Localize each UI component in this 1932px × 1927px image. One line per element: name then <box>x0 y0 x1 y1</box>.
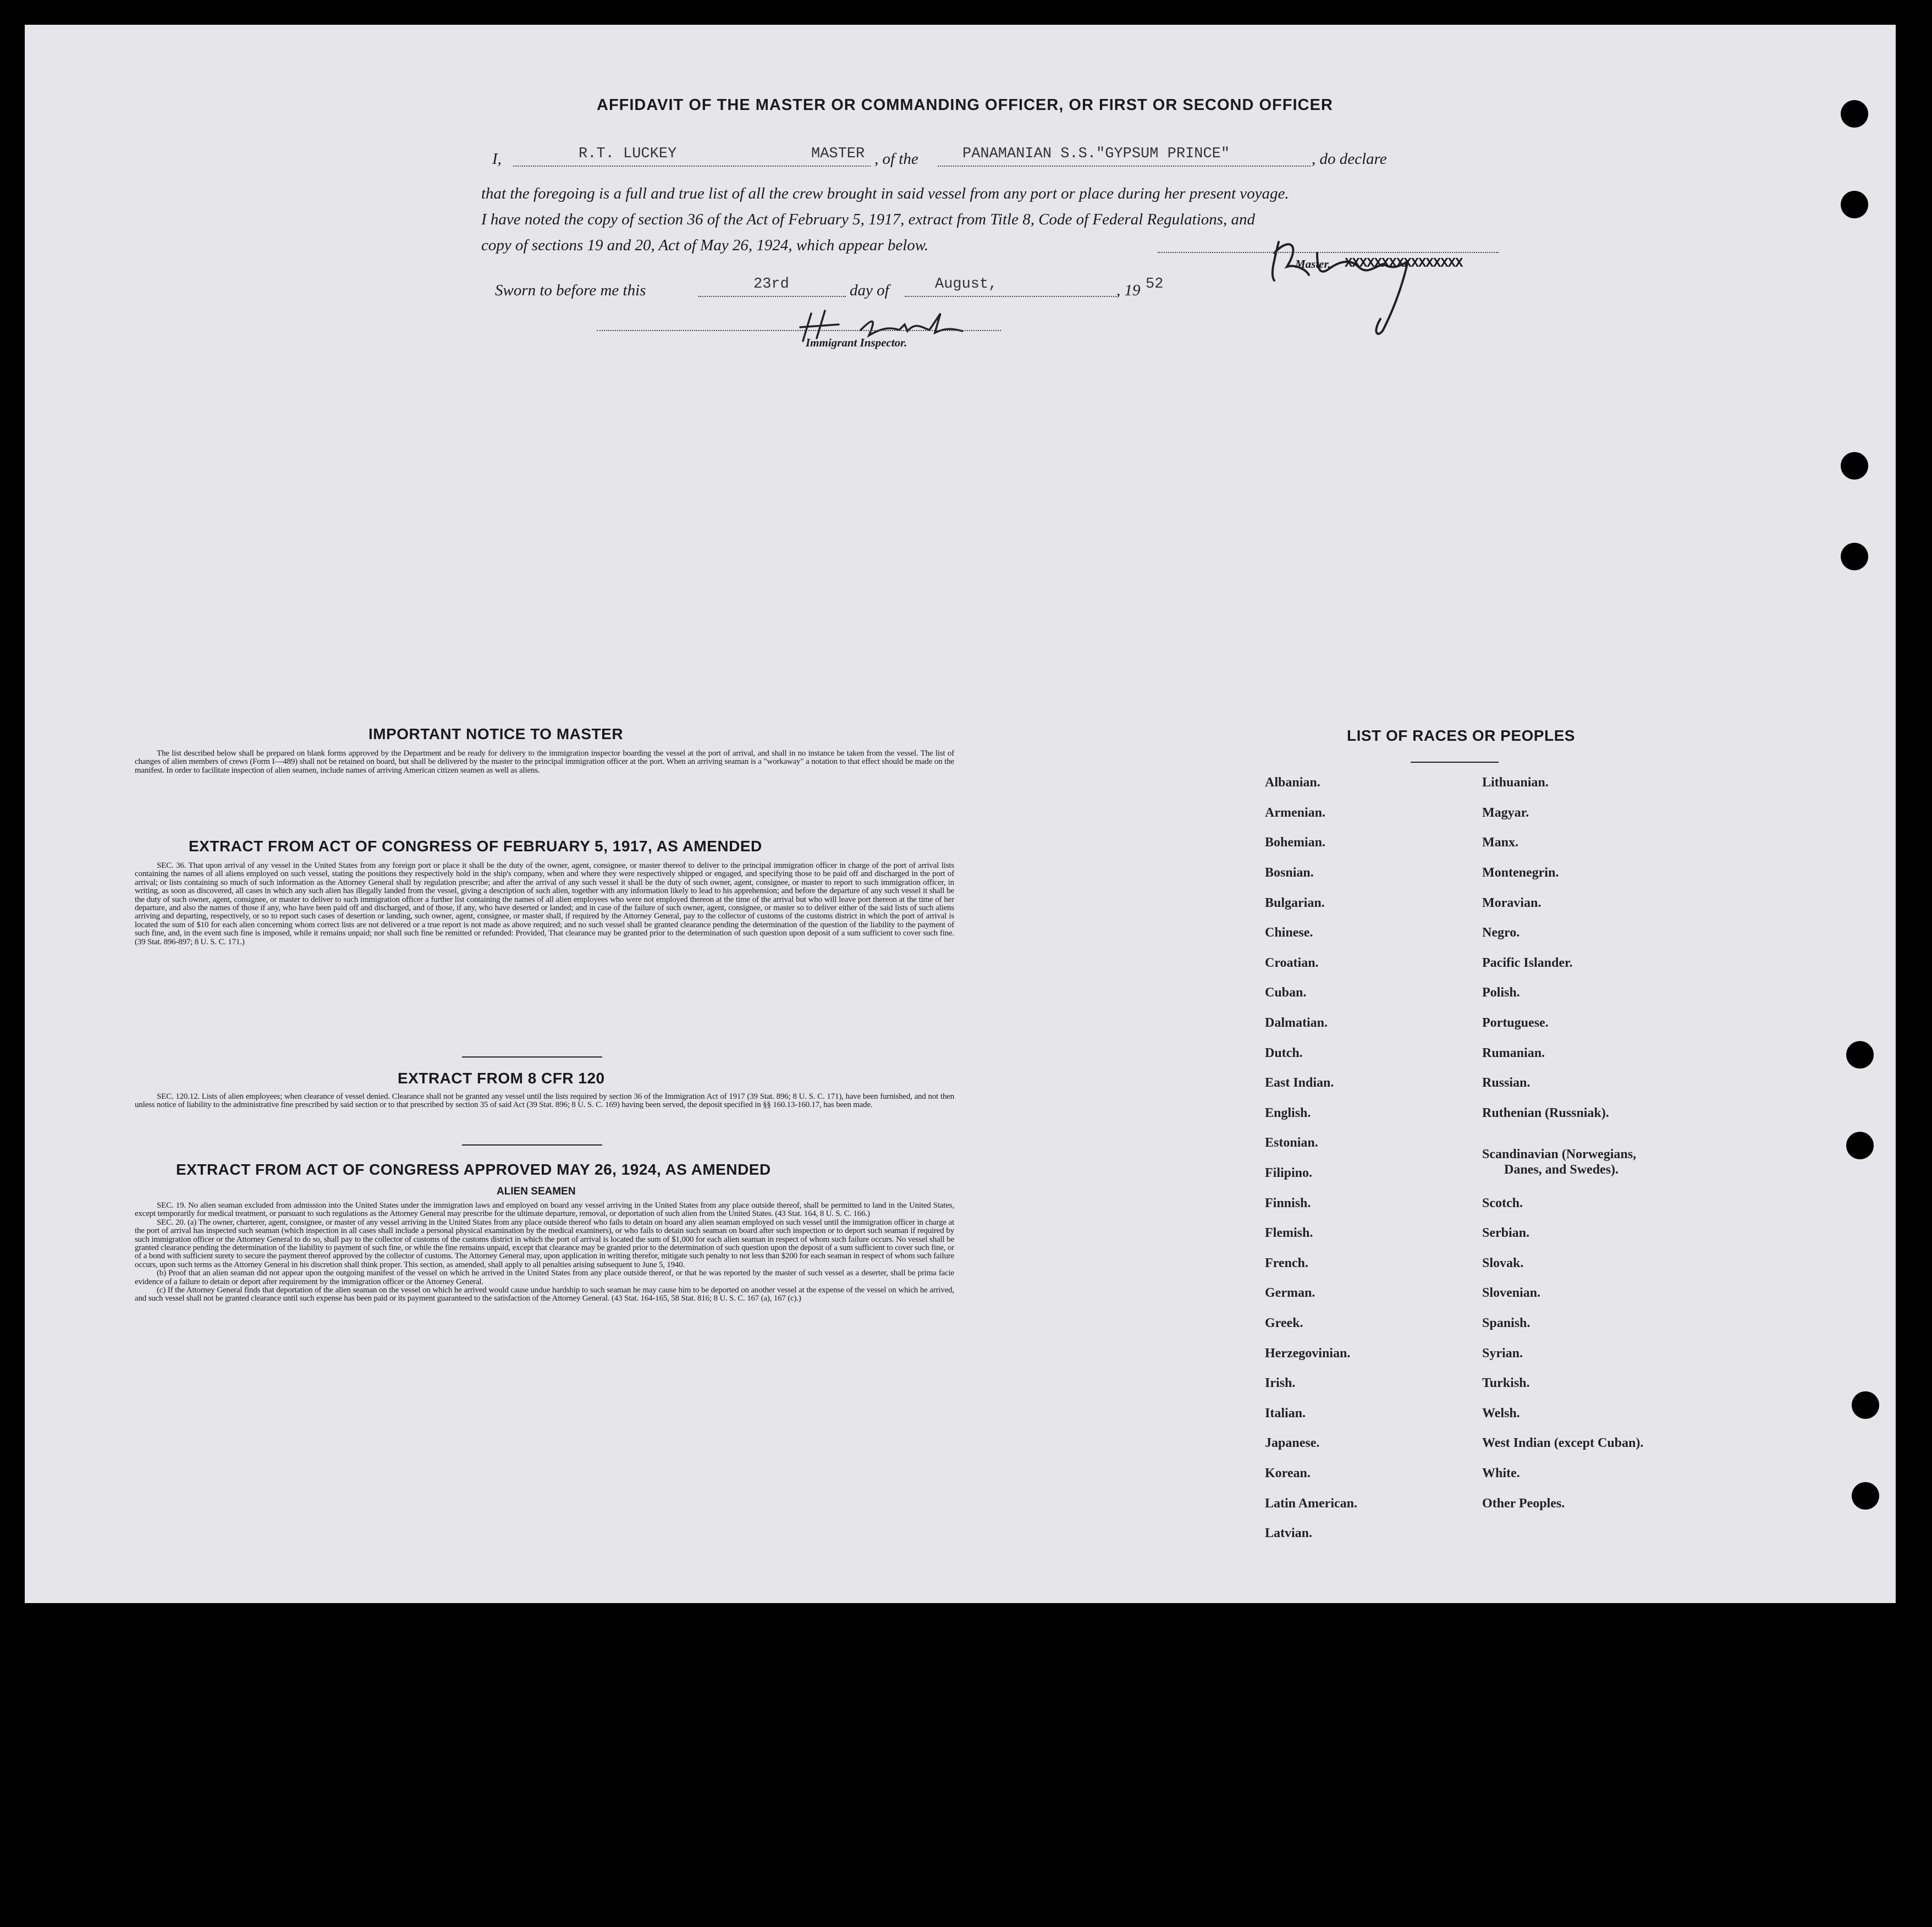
binder-hole <box>1852 1391 1879 1419</box>
race-item: Bohemian. <box>1265 835 1326 850</box>
race-item: Korean. <box>1265 1466 1311 1480</box>
race-item: Manx. <box>1482 835 1518 850</box>
binder-hole <box>1841 543 1868 570</box>
declaration-line-1: that the foregoing is a full and true list of all the crew brought in said vessel from any port or place during her present voyage. <box>481 185 1289 202</box>
race-item: Latvian. <box>1265 1526 1313 1540</box>
race-item: Latin American. <box>1265 1496 1357 1511</box>
race-item: Turkish. <box>1482 1376 1530 1390</box>
race-item: Cuban. <box>1265 985 1307 1000</box>
race-item: Filipino. <box>1265 1166 1313 1180</box>
race-item: Armenian. <box>1265 806 1325 820</box>
notice-paragraph: The list described below shall be prepared on blank forms approved by the Department and be ready for delivery to the immigration inspector boarding the vessel at the port of arrival, and shall in no instance be taken from the vessel. The list of changes of alien members of crews (Form I—489) shall not be retained on board, but shall be delivered by the master to the principal immigration officer at the port. When an arriving seaman is a "workaway" a notation to that effect should be made on the manifest. In order to facilitate inspection of alien seamen, include names of arriving American citizen seamen as well as aliens. <box>135 749 954 775</box>
declaration-line-2: I have noted the copy of section 36 of the Act of February 5, 1917, extract from Title 8, Code of Federal Regulations, and <box>481 211 1256 228</box>
binder-hole <box>1846 1041 1874 1069</box>
master-name: R.T. LUCKEY <box>579 146 677 162</box>
notice-text <box>135 750 954 775</box>
extract-cfr-text <box>135 1093 954 1110</box>
document-page <box>25 25 1896 1603</box>
race-item: Albanian. <box>1265 775 1320 790</box>
race-item: Ruthenian (Russniak). <box>1482 1106 1609 1120</box>
master-label: Master, <box>1295 257 1331 271</box>
sworn-label: Sworn to before me this <box>495 282 646 299</box>
sec-19-paragraph: SEC. 19. No alien seaman excluded from admission into the United States under the immigration laws and employed on board any vessel arriving in the United States from any place outside thereof, shall be permitted to land in the United States, except temporarily for medical treatment, or pursuant to such regulations as the Attorney General may prescribe for the ultimate departure, removal, or deportation of such alien from the United States. (43 Stat. 164, 8 U. S. C. 166.) <box>135 1201 954 1219</box>
year-prefix: , 19 <box>1116 282 1141 299</box>
race-item: Dalmatian. <box>1265 1016 1328 1030</box>
affidavit-title: AFFIDAVIT OF THE MASTER OR COMMANDING OFFICER, OR FIRST OR SECOND OFFICER <box>597 96 1333 114</box>
alien-seamen-subtitle: ALIEN SEAMEN <box>497 1186 576 1197</box>
race-item: Croatian. <box>1265 956 1319 970</box>
of-the-label: , of the <box>874 150 918 168</box>
race-item: Slovenian. <box>1482 1286 1541 1300</box>
master-struck-text: XXXXXXXXXXXXXXXX <box>1345 256 1463 271</box>
race-item: Rumanian. <box>1482 1046 1545 1060</box>
sec-20c-paragraph: (c) If the Attorney General finds that deportation of the alien seaman on the vessel on which he arrived would cause undue hardship to such seaman he may cause him to be deported on another vessel at the expense of the vessel on which he arrived, and such vessel shall not be granted clearance until such expense has been paid or its payment guaranteed to the satisfaction of the Attorney General. (43 Stat. 164-165, 58 Stat. 816; 8 U. S. C. 167 (a), 167 (c).) <box>135 1286 954 1303</box>
race-item: East Indian. <box>1265 1076 1334 1090</box>
race-item: Serbian. <box>1482 1226 1530 1240</box>
race-item: Other Peoples. <box>1482 1496 1565 1511</box>
race-item: Italian. <box>1265 1406 1306 1421</box>
race-item: Montenegrin. <box>1482 866 1559 880</box>
race-item: Polish. <box>1482 985 1520 1000</box>
sec-120-12-paragraph: SEC. 120.12. Lists of alien employees; when clearance of vessel denied. Clearance shall not be granted any vessel until the lists required by section 36 of the Immigration Act of 1917 (39 Stat. 896; 8 U. S. C. 171), have been furnished, and not then unless notice of liability to the administrative fine prescribed by said section or to that prescribed by section 35 of said Act (39 Stat. 896; 8 U. S. C. 169) having been served, the deposit specified in §§ 160.13-160.17, has been made. <box>135 1092 954 1110</box>
extract-1924-title: EXTRACT FROM ACT OF CONGRESS APPROVED MAY 26, 1924, AS AMENDED <box>176 1161 771 1178</box>
declaration-line <box>492 146 1537 173</box>
race-item: Flemish. <box>1265 1226 1313 1240</box>
race-item: French. <box>1265 1256 1308 1270</box>
race-item: Irish. <box>1265 1376 1296 1390</box>
i-label: I, <box>492 150 502 168</box>
sworn-line <box>495 276 1292 304</box>
declaration-line-3: copy of sections 19 and 20, Act of May 26, 1924, which appear below. <box>481 236 929 254</box>
master-signature <box>1257 214 1463 341</box>
day-of-label: day of <box>850 282 889 299</box>
race-item: Moravian. <box>1482 896 1542 910</box>
race-item: Bulgarian. <box>1265 896 1325 910</box>
race-item: English. <box>1265 1106 1311 1120</box>
races-title: LIST OF RACES OR PEOPLES <box>1347 727 1575 744</box>
sworn-month: August, <box>935 276 998 293</box>
extract-1917-title: EXTRACT FROM ACT OF CONGRESS OF FEBRUARY 5, 1917, AS AMENDED <box>189 838 762 855</box>
extract-1924-text <box>135 1202 954 1303</box>
inspector-label: Immigrant Inspector. <box>806 336 907 349</box>
master-rank: MASTER <box>811 146 865 162</box>
vessel-name: PANAMANIAN S.S."GYPSUM PRINCE" <box>962 146 1230 162</box>
sworn-day: 23rd <box>753 276 789 293</box>
race-item: West Indian (except Cuban). <box>1482 1436 1644 1450</box>
race-item: Bosnian. <box>1265 866 1314 880</box>
race-item: Russian. <box>1482 1076 1531 1090</box>
race-item: Lithuanian. <box>1482 775 1549 790</box>
race-item: Scandinavian (Norwegians, <box>1482 1147 1637 1161</box>
race-item: Scotch. <box>1482 1196 1523 1210</box>
race-item: White. <box>1482 1466 1520 1480</box>
extract-1917-text <box>135 862 954 946</box>
race-item: Portuguese. <box>1482 1016 1549 1030</box>
race-item: Greek. <box>1265 1316 1303 1330</box>
race-item: Dutch. <box>1265 1046 1303 1060</box>
sec-20a-paragraph: SEC. 20. (a) The owner, charterer, agent, consignee, or master of any vessel arriving in the United States from any place outside thereof who fails to detain on board any alien seaman employed on such vessel until the immigration officer in charge at the port of arrival has inspected such seaman (which inspection in all cases shall include a personal physical examination by the medical examiners), or who fails to detain such seaman on board after such inspection or to deport such seaman if required by such immigration officer or the Attorney General to do so, shall pay to the collector of customs of the customs district in which the port of arrival is located the sum of $1,000 for each alien seaman in respect of whom such failure occurs. No vessel shall be granted clearance pending the determination of the liability to payment of such fine, or while the fine remains unpaid, except that clearance may be granted prior to the determination of such question upon the deposit of a sum sufficient to cover such fine, or of a bond with sufficient surety to secure the payment thereof approved by the collector of customs. The Attorney General may, upon application in writing therefor, mitigate such penalty to not less than $200 for each seaman in respect of whom such failure occurs, upon such terms as the Attorney General in his discretion shall think proper. This section, as amended, shall apply to all penalties arising subsequent to June 5, 1940. <box>135 1218 954 1269</box>
race-item: Welsh. <box>1482 1406 1520 1421</box>
race-item: Spanish. <box>1482 1316 1531 1330</box>
race-item: German. <box>1265 1286 1315 1300</box>
binder-hole <box>1841 100 1868 128</box>
race-item: Syrian. <box>1482 1346 1523 1361</box>
race-item: Pacific Islander. <box>1482 956 1573 970</box>
sec-36-paragraph: SEC. 36. That upon arrival of any vessel in the United States from any foreign port or place it shall be the duty of the owner, agent, consignee, or master thereof to deliver to the principal immigration officer in charge of the port of arrival lists containing the names of all aliens employed on such vessel, stating the positions they respectively hold in the ship's company, when and where they were respectively shipped or engaged, and specifying those to be paid off and discharged in the port of arrival; or lists containing so much of such information as the Attorney General shall by regulation prescribe; and after the arrival of any such vessel it shall be the duty of such owner, agent, consignee, or master to report to such immigration officer, in writing, as soon as discovered, all cases in which any such alien has illegally landed from the vessel, giving a description of such alien, together with any information likely to lead to his apprehension; and before the departure of any such vessel it shall be the duty of such owner, agent, consignee, or master to deliver to such immigration officer a further list containing the names of all alien employees who were not employed thereon at the time of the arrival but who will leave port thereon at the time of her departure, and also the names of those if any, who have been paid off and discharged, and of those, if any, who have deserted or landed; and in case of the failure of such owner, agent, consignee, or master so to deliver either of the said lists of such aliens arriving and departing, respectively, or so to report such cases of desertion or landing, such owner, agent, consignee, or master shall, if required by the Attorney General, pay to the collector of customs of the customs district in which the port of arrival is located the sum of $10 for each alien concerning whom correct lists are not delivered or a true report is not made as above required; and no such vessel shall be granted clearance pending the determination of the question of the liability to the payment of such fine, and, in the event such fine is imposed, while it remains unpaid; nor shall such fine be remitted or refunded: Provided, That clearance may be granted prior to the determination of such question upon deposit of a sum sufficient to cover such fine. (39 Stat. 896-897; 8 U. S. C. 171.) <box>135 861 954 946</box>
race-item: Danes, and Swedes). <box>1504 1163 1619 1177</box>
binder-hole <box>1841 191 1868 218</box>
sec-20b-paragraph: (b) Proof that an alien seaman did not appear upon the outgoing manifest of the vessel on which he arrived in the United States from any place outside thereof, or that he was reported by the master of such vessel as a deserter, shall be prima facie evidence of a failure to detain or deport after requirement by the immigration officer or the Attorney General. <box>135 1269 954 1286</box>
race-item: Negro. <box>1482 926 1520 940</box>
race-item: Chinese. <box>1265 926 1313 940</box>
extract-cfr-title: EXTRACT FROM 8 CFR 120 <box>398 1070 605 1087</box>
race-item: Japanese. <box>1265 1436 1320 1450</box>
binder-hole <box>1846 1132 1874 1159</box>
race-item: Magyar. <box>1482 806 1529 820</box>
binder-hole <box>1852 1482 1879 1510</box>
binder-hole <box>1841 452 1868 480</box>
race-item: Finnish. <box>1265 1196 1311 1210</box>
notice-title: IMPORTANT NOTICE TO MASTER <box>368 725 624 742</box>
race-item: Herzegovinian. <box>1265 1346 1351 1361</box>
do-declare-label: , do declare <box>1312 150 1387 168</box>
race-item: Slovak. <box>1482 1256 1524 1270</box>
race-item: Estonian. <box>1265 1136 1318 1150</box>
sworn-year: 52 <box>1146 276 1164 293</box>
